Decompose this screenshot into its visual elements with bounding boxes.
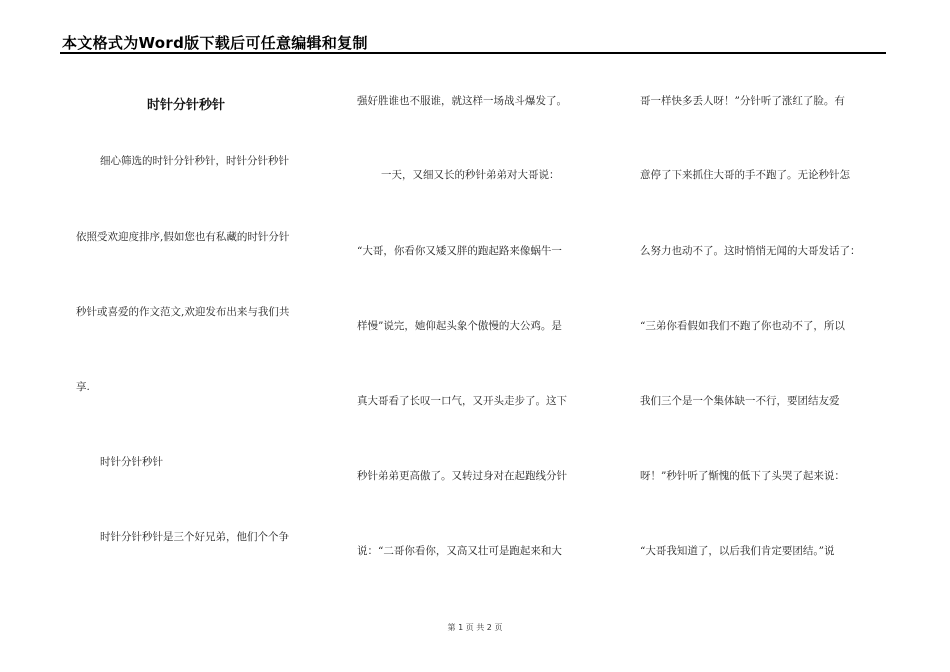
text-line: 意停了下来抓住大哥的手不跑了。无论秒针怎 <box>640 169 850 181</box>
text-line: 真大哥看了长叹一口气，又开头走步了。这下 <box>357 395 567 407</box>
text-line: 样慢”说完，她仰起头象个傲慢的大公鸡。是 <box>357 320 562 332</box>
section-heading: 时针分针秒针 <box>100 456 163 468</box>
text-line: “大哥我知道了，以后我们肯定要团结。”说 <box>640 545 835 557</box>
text-line: 一天，又细又长的秒针弟弟对大哥说： <box>381 169 560 181</box>
text-line: 依照受欢迎度排序,假如您也有私藏的时针分针 <box>76 231 290 243</box>
text-line: 细心筛选的时针分针秒针，时针分针秒针 <box>100 155 289 167</box>
text-line: 强好胜谁也不服谁，就这样一场战斗爆发了。 <box>357 95 567 107</box>
text-line: “三弟你看假如我们不跑了你也动不了，所以 <box>640 320 845 332</box>
text-line: 说：“二哥你看你，又高又壮可是跑起来和大 <box>357 545 562 557</box>
header-divider <box>60 52 886 54</box>
text-line: 秒针弟弟更高傲了。又转过身对在起跑线分针 <box>357 470 567 482</box>
page-number-footer: 第 1 页 共 2 页 <box>447 623 503 632</box>
document-header: 本文格式为Word版下载后可任意编辑和复制 <box>62 34 368 52</box>
text-line: 呀！”秒针听了惭愧的低下了头哭了起来说： <box>640 470 845 482</box>
text-line: 么努力也动不了。这时悄悄无闻的大哥发话了： <box>640 245 861 257</box>
text-line: 哥一样快多丢人呀！”分针听了涨红了脸。有 <box>640 95 845 107</box>
text-line: 我们三个是一个集体缺一不行，要团结友爱 <box>640 395 840 407</box>
text-line: 秒针或喜爱的作文范文,欢迎发布出来与我们共 <box>76 306 290 318</box>
text-line: 享. <box>76 381 90 393</box>
text-line: “大哥，你看你又矮又胖的跑起路来像蜗牛一 <box>357 245 562 257</box>
text-line: 时针分针秒针是三个好兄弟，他们个个争 <box>100 531 289 543</box>
page-title: 时针分针秒针 <box>147 98 226 113</box>
